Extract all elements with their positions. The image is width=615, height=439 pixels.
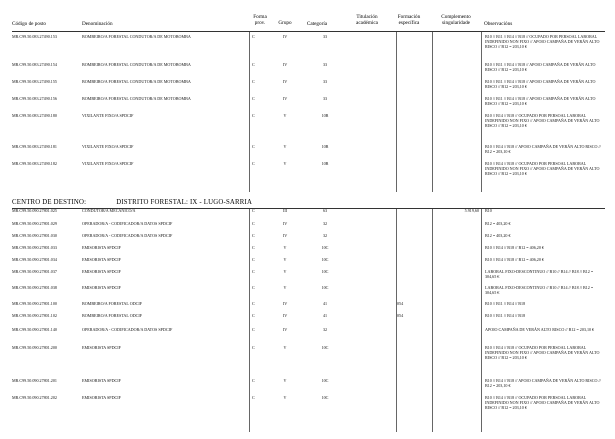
cell-grupo: IV (282, 301, 288, 306)
cell-grupo: V (283, 345, 287, 350)
header-rule (12, 31, 605, 32)
cell-forma: C (252, 34, 255, 39)
cell-forma: C (252, 269, 255, 274)
cell-codigo: MR.C99.50.090.27801.140 (12, 327, 57, 332)
cell-observacions: B10 // B11 // B14 // B18 // OCUPADO POR PERSOAL LABORAL INDEFINIDO NON FIXO // APOIO CAMPAÑA DE VERÁN ALTO RISCO // B12 = 203,10 € (485, 34, 600, 49)
cell-grupo: V (283, 285, 287, 290)
cell-forma: C (252, 62, 255, 67)
cell-observacions: B10 // B14 // B18 // OCUPADO POR PERSOAL LABORAL INDEFINIDO NON FIXO // APOIO CAMPAÑA DE VERÁN ALTO RISCO // B12 = 203,10 € (485, 345, 600, 360)
cell-categoria: 63 (322, 208, 328, 213)
header-grupo: Grupo (278, 20, 292, 26)
column-divider (481, 32, 482, 192)
cell-grupo: V (283, 144, 287, 149)
column-divider (249, 32, 250, 192)
cell-codigo: MR.C99.50.083.27490.182 (12, 161, 57, 166)
cell-grupo: V (283, 395, 287, 400)
cell-grupo: V (283, 161, 287, 166)
cell-observacions: B10 // B14 // B18 // B12 = 406,20 € (485, 257, 544, 262)
cell-denominacion: EMISORISTA SPDCIF (82, 395, 121, 400)
cell-codigo: MR.C99.50.090.27801.033 (12, 245, 57, 250)
header-categoria: Categoría (306, 21, 328, 27)
cell-observacions: B12 = 403,20 € (485, 221, 511, 226)
cell-forma: C (252, 395, 255, 400)
cell-observacions: B10 // B11 // B14 // B18 // APOIO CAMPAÑA DE VERÁN ALTO RISCO // B12 = 203,10 € (485, 96, 596, 106)
cell-denominacion: OPERADOR/A - CODIFICADOR/A DATOS SPDCIF (82, 233, 173, 238)
cell-observacions: B10 (485, 208, 492, 213)
cell-observacions: B10 // B14 // B18 // APOIO CAMPAÑA DE VERÁN ALTO RISCO // B12 = 203,10 € (485, 144, 601, 154)
cell-denominacion: OPERADOR/A - CODIFICADOR/A DATOS SPDCIF (82, 221, 173, 226)
center-value: DISTRITO FORESTAL: IX - LUGO-SARRIA (116, 199, 253, 206)
cell-observacions: B10 // B14 // B18 // B12 = 406,20 € (485, 245, 544, 250)
cell-forma: C (252, 327, 255, 332)
cell-observacions: B12 = 403,20 € (485, 233, 511, 238)
cell-codigo: MR.C99.50.090.27801.030 (12, 233, 57, 238)
header-titulacion-line1: Titulación (356, 14, 378, 20)
cell-forma: C (252, 313, 255, 318)
cell-denominacion: EMISORISTA SPDCIF (82, 269, 121, 274)
cell-observacions: LABORAL FIXO-DESCONTINUO // B10 // B14 // B18 // B12 = 304,65 € (485, 269, 594, 279)
cell-denominacion: BOMBEIRO/A FORESTAL CONDUTOR/A DE MOTOBOMBA (82, 79, 191, 84)
cell-categoria: 10C (321, 395, 329, 400)
column-divider (432, 209, 433, 432)
header-formacion-line1: Formación (397, 14, 421, 20)
cell-categoria: 32 (322, 233, 328, 238)
cell-categoria: 10C (321, 257, 329, 262)
cell-codigo: MR.C99.50.090.27801.037 (12, 269, 57, 274)
cell-categoria: 41 (322, 301, 328, 306)
cell-denominacion: OPERADOR/A - CODIFICADOR/A DATOS SPDCIF (82, 327, 173, 332)
cell-codigo: MR.C99.50.083.27490.155 (12, 79, 57, 84)
header-complemento-line1: Complemento (441, 14, 471, 20)
cell-forma: C (252, 257, 255, 262)
cell-observacions: B10 // B11 // B14 // B18 (485, 301, 526, 306)
cell-categoria: 10C (321, 378, 329, 383)
cell-codigo: MR.C99.50.090.27801.201 (12, 378, 57, 383)
cell-grupo: IV (282, 79, 288, 84)
cell-observacions: B10 // B11 // B14 // B18 // APOIO CAMPAÑA DE VERÁN ALTO RISCO // B12 = 203,10 € (485, 62, 596, 72)
cell-denominacion: EMISORISTA SPDCIF (82, 378, 121, 383)
center-label: CENTRO DE DESTINO: (12, 199, 87, 206)
cell-denominacion: EMISORISTA SPDCIF (82, 257, 121, 262)
cell-forma: C (252, 301, 255, 306)
cell-categoria: 33 (322, 79, 328, 84)
center-title (12, 199, 252, 206)
cell-categoria: 41 (322, 313, 328, 318)
cell-forma: C (252, 144, 255, 149)
cell-grupo: IV (282, 313, 288, 318)
cell-grupo: IV (282, 62, 288, 67)
cell-observacions: B10 // B14 // B18 // APOIO CAMPAÑA DE VERÁN ALTO RISCO // B12 = 203,10 € (485, 378, 601, 388)
cell-denominacion: CONDUTOR/A MECÁNICO/A (82, 208, 136, 213)
cell-categoria: 32 (322, 327, 328, 332)
cell-grupo: V (283, 269, 287, 274)
header-observaciones: Observacións (484, 21, 513, 27)
cell-forma: C (252, 345, 255, 350)
cell-codigo: MR.C99.50.090.27801.025 (12, 208, 57, 213)
header-denominacion: Denominación (82, 21, 113, 27)
cell-formacion: 054 (397, 301, 404, 306)
cell-grupo: IV (282, 221, 288, 226)
cell-categoria: 33 (322, 62, 328, 67)
cell-codigo: MR.C99.50.083.27490.181 (12, 144, 57, 149)
cell-formacion: 054 (397, 313, 404, 318)
cell-grupo: V (283, 378, 287, 383)
cell-denominacion: BOMBEIRO/A FORESTAL ODCIF (82, 301, 143, 306)
cell-categoria: 10B (321, 144, 329, 149)
cell-categoria: 10B (321, 113, 329, 118)
cell-observacions: B10 // B14 // B18 // OCUPADO POR PERSOAL LABORAL INDEFINIDO NON FIXO // APOIO CAMPAÑA DE VERÁN ALTO RISCO // B12 = 203,10 € (485, 161, 600, 176)
cell-codigo: MR.C99.50.083.27490.153 (12, 34, 57, 39)
cell-forma: C (252, 113, 255, 118)
cell-denominacion: VIXILANTE FIXO/A SPDCIF (82, 161, 134, 166)
header-formacion-line2: específica (398, 20, 420, 26)
cell-codigo: MR.C99.50.090.27801.202 (12, 395, 57, 400)
header-complemento-line2: singularidade (442, 20, 470, 26)
cell-codigo: MR.C99.50.083.27490.154 (12, 62, 57, 67)
cell-categoria: 10B (321, 161, 329, 166)
cell-categoria: 32 (322, 221, 328, 226)
header-forma-line1: Forma (253, 14, 267, 20)
cell-codigo: MR.C99.50.090.27801.038 (12, 285, 57, 290)
cell-grupo: V (283, 245, 287, 250)
cell-categoria: 10C (321, 345, 329, 350)
cell-grupo: V (283, 257, 287, 262)
cell-codigo: MR.C99.50.090.27801.102 (12, 313, 57, 318)
cell-categoria: 10C (321, 245, 329, 250)
cell-denominacion: BOMBEIRO/A FORESTAL CONDUTOR/A DE MOTOBOMBA (82, 62, 191, 67)
cell-denominacion: BOMBEIRO/A FORESTAL ODCIF (82, 313, 143, 318)
cell-codigo: MR.C99.50.090.27801.029 (12, 221, 57, 226)
cell-denominacion: EMISORISTA SPDCIF (82, 285, 121, 290)
cell-grupo: IV (282, 233, 288, 238)
cell-denominacion: EMISORISTA SPDCIF (82, 345, 121, 350)
cell-forma: C (252, 79, 255, 84)
header-titulacion-line2: académica (356, 20, 378, 26)
cell-forma: C (252, 233, 255, 238)
cell-complemento: 5.919,60 (464, 208, 479, 213)
column-divider (249, 209, 250, 432)
header-forma-line2: prov. (254, 20, 266, 26)
cell-forma: C (252, 221, 255, 226)
cell-forma: C (252, 96, 255, 101)
cell-categoria: 10C (321, 285, 329, 290)
cell-denominacion: VIXILANTE FIXO/A SPDCIF (82, 113, 134, 118)
column-divider (481, 209, 482, 432)
cell-codigo: MR.C99.50.090.27801.100 (12, 301, 57, 306)
cell-categoria: 33 (322, 34, 328, 39)
cell-denominacion: EMISORISTA SPDCIF (82, 245, 121, 250)
cell-denominacion: BOMBEIRO/A FORESTAL CONDUTOR/A DE MOTOBOMBA (82, 96, 191, 101)
cell-codigo: MR.C99.50.090.27801.200 (12, 345, 57, 350)
column-divider (396, 209, 397, 432)
cell-grupo: IV (282, 327, 288, 332)
cell-forma: C (252, 208, 255, 213)
cell-codigo: MR.C99.50.090.27801.034 (12, 257, 57, 262)
cell-forma: C (252, 378, 255, 383)
cell-observacions: APOIO CAMPAÑA DE VERÁN ALTO RISCO // B12 = 203,10 € (485, 327, 595, 332)
cell-observacions: LABORAL FIXO-DESCONTINUO // B10 // B14 // B18 // B12 = 304,65 € (485, 285, 594, 295)
cell-categoria: 10C (321, 269, 329, 274)
cell-denominacion: VIXILANTE FIXO/A SPDCIF (82, 144, 134, 149)
cell-observacions: B10 // B14 // B18 // OCUPADO POR PERSOAL LABORAL INDEFINIDO NON FIXO // APOIO CAMPAÑA DE VERÁN ALTO RISCO // B12 = 203,10 € (485, 395, 600, 410)
cell-codigo: MR.C99.50.083.27490.156 (12, 96, 57, 101)
cell-forma: C (252, 245, 255, 250)
cell-grupo: V (283, 113, 287, 118)
cell-denominacion: BOMBEIRO/A FORESTAL CONDUTOR/A DE MOTOBOMBA (82, 34, 191, 39)
cell-grupo: IV (282, 96, 288, 101)
cell-observacions: B10 // B11 // B14 // B18 (485, 313, 526, 318)
cell-observacions: B10 // B11 // B14 // B18 // APOIO CAMPAÑA DE VERÁN ALTO RISCO // B12 = 203,10 € (485, 79, 596, 89)
cell-observacions: B10 // B14 // B18 // OCUPADO POR PERSOAL LABORAL INDEFINIDO NON FIXO // APOIO CAMPAÑA DE VERÁN ALTO RISCO // B12 = 203,10 € (485, 113, 600, 128)
cell-grupo: IV (282, 34, 288, 39)
cell-forma: C (252, 285, 255, 290)
cell-codigo: MR.C99.50.083.27490.180 (12, 113, 57, 118)
column-divider (432, 32, 433, 192)
cell-forma: C (252, 161, 255, 166)
column-divider (396, 32, 397, 192)
header-codigo: Código de posto (12, 21, 47, 27)
cell-categoria: 33 (322, 96, 328, 101)
cell-grupo: III (282, 208, 288, 213)
